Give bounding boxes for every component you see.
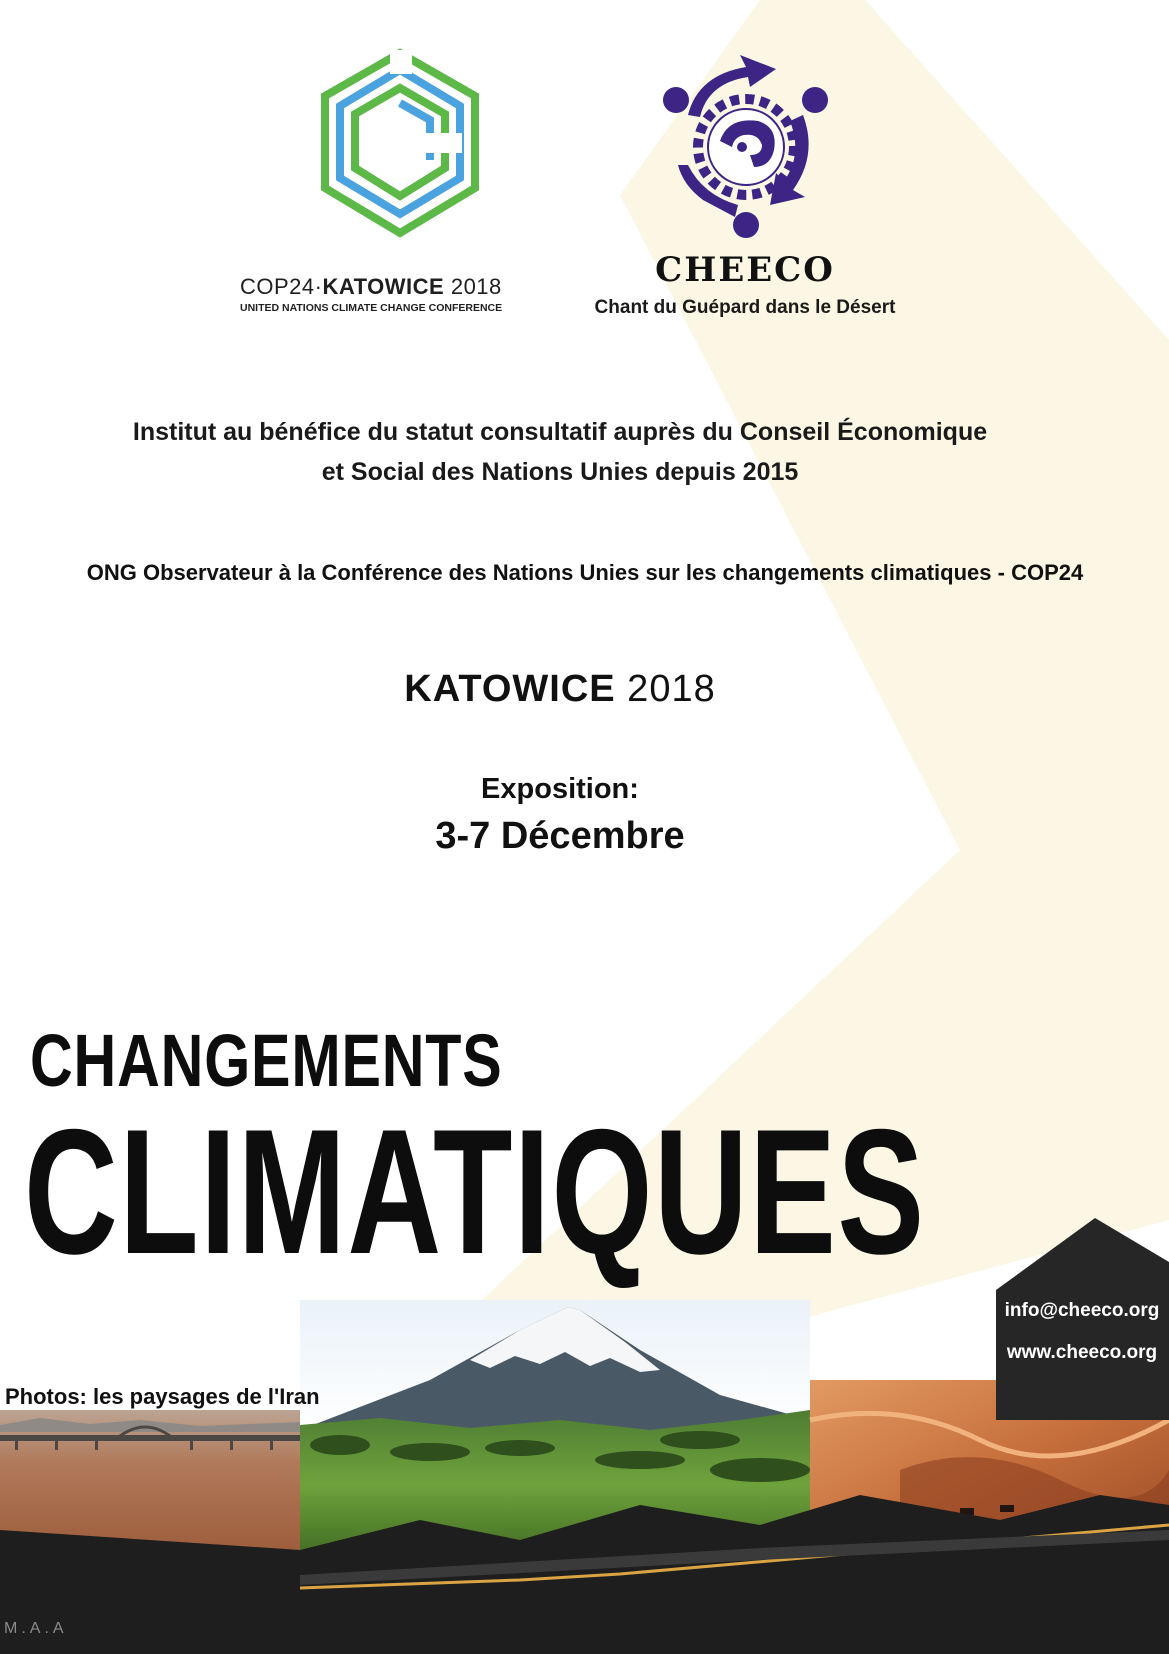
- institut-line-1: Institut au bénéfice du statut consultatif auprès du Conseil Économique: [132, 418, 988, 446]
- cop24-title: [240, 274, 540, 300]
- cop24-subtitle: UNITED NATIONS CLIMATE CHANGE CONFERENCE: [240, 302, 503, 314]
- headline-climatiques: CLIMATIQUES: [24, 1092, 926, 1291]
- cop24-hexagon-icon: [310, 48, 490, 248]
- artist-signature: M.A.A: [4, 1620, 68, 1637]
- cheeco-tagline: Chant du Guépard dans le Désert: [594, 297, 896, 318]
- ong-observer-line: ONG Observateur à la Conférence des Nations Unies sur les changements climatiques - COP24: [86, 560, 1084, 585]
- katowice-city: KATOWICE: [404, 668, 616, 710]
- photos-caption: Photos: les paysages de l'Iran: [5, 1384, 320, 1409]
- headline-changements: CHANGEMENTS: [30, 1019, 503, 1102]
- cop24-title-city: KATOWICE: [322, 274, 445, 299]
- institut-statement: [60, 412, 1060, 492]
- cop24-title-prefix: COP24·: [240, 274, 323, 299]
- institut-line-2: et Social des Nations Unies depuis 2015: [321, 458, 799, 486]
- exposition-dates: 3-7 Décembre: [435, 815, 685, 857]
- exposition-label: Exposition:: [481, 773, 639, 805]
- bridge-deck: [0, 1435, 300, 1441]
- cheetah-gear-emblem-icon: [658, 55, 833, 240]
- contact-email[interactable]: info@cheeco.org: [1004, 1300, 1160, 1321]
- cop24-title-year: 2018: [444, 274, 502, 299]
- contact-website[interactable]: www.cheeco.org: [1006, 1342, 1158, 1363]
- katowice-year: 2018: [615, 668, 716, 710]
- katowice-heading: [260, 668, 860, 711]
- cheeco-name: CHEECO: [655, 250, 835, 290]
